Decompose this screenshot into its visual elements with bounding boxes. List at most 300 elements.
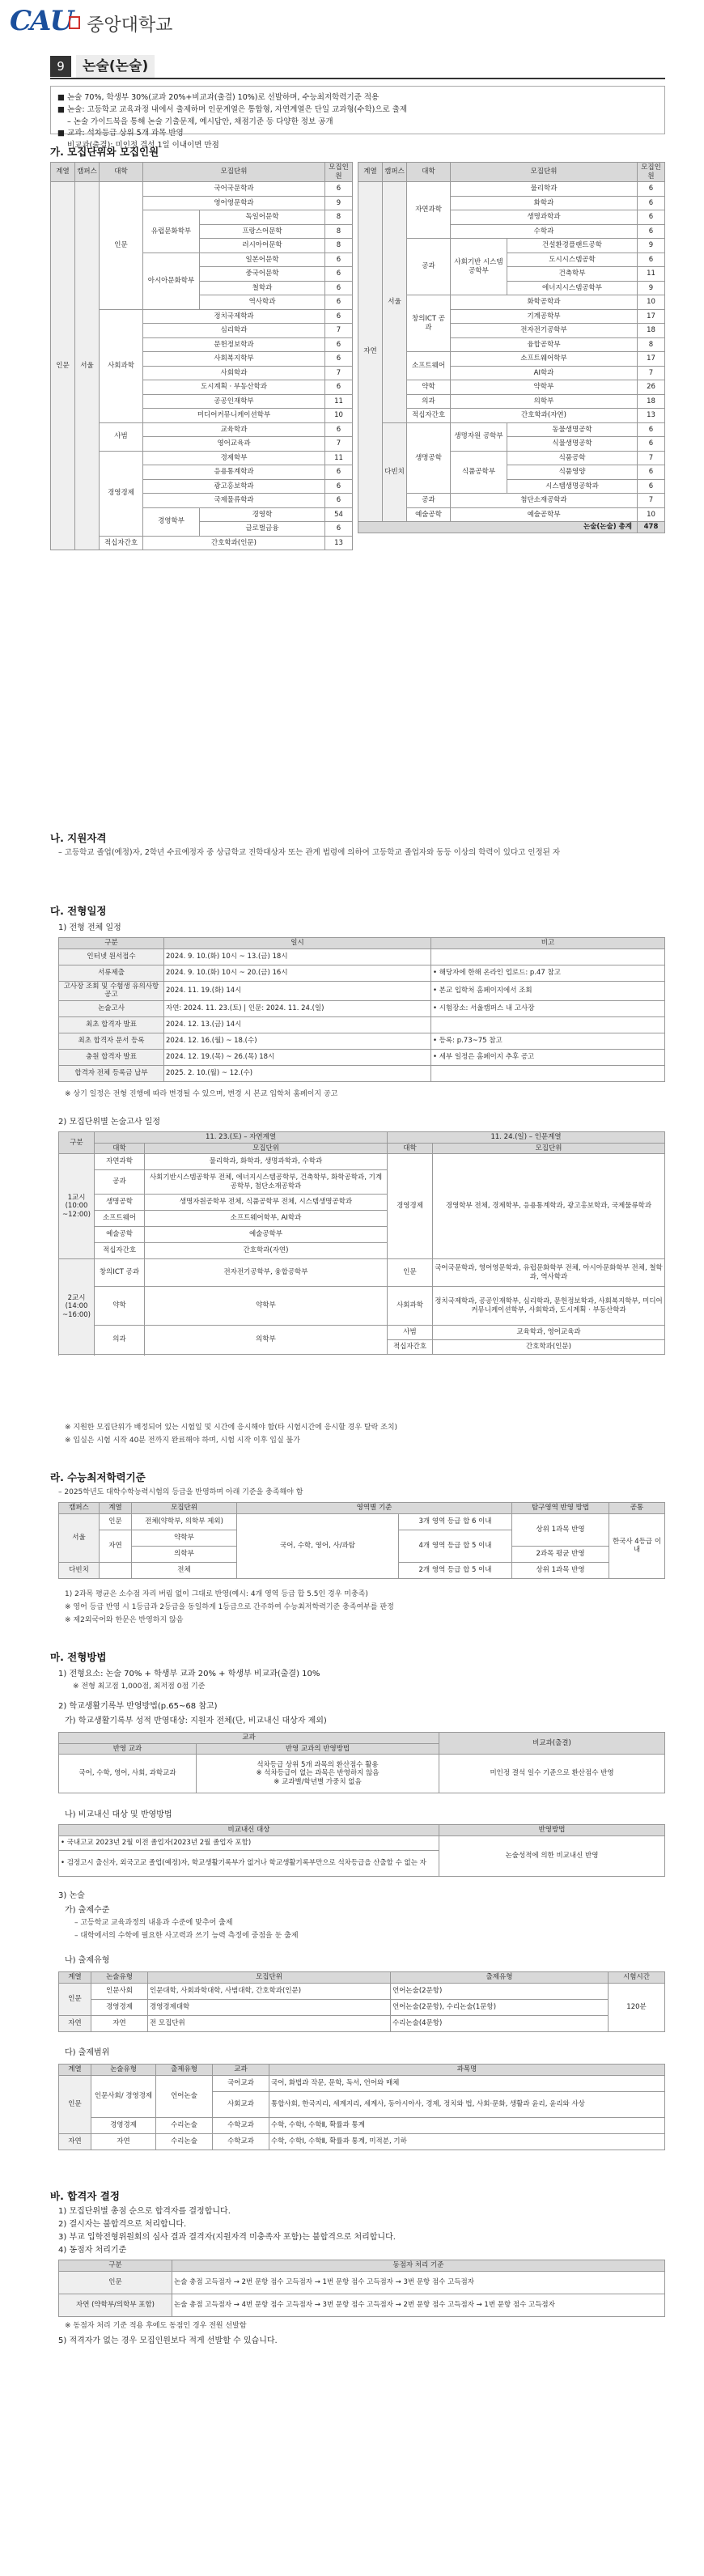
unit-cell: 건축학부 (507, 267, 638, 282)
unit-cell: 영어영문학과 (143, 196, 325, 210)
college-cell: 공과 (407, 494, 451, 508)
table-cell: 예술공학부 (145, 1227, 388, 1243)
table-cell: 서류제출 (59, 965, 164, 981)
unit-cell: 사회학과 (143, 366, 325, 380)
header-cell: 교과 (59, 1733, 439, 1744)
unit-cell: 화학공학과 (451, 295, 638, 310)
table-cell: 정치국제학과, 공공인재학부, 심리학과, 문헌정보학과, 사회복지학부, 미디어커뮤니케이션학부, 사회학과, 도시계획 · 부동산학과 (433, 1287, 665, 1326)
table-cell: 사범 (388, 1326, 433, 1340)
unit-cell: 광고홍보학과 (143, 479, 325, 494)
division-cell: 식품공학부 (451, 451, 507, 494)
count-cell: 8 (325, 224, 353, 239)
table-row (59, 2260, 665, 2272)
method-line: 나) 출제유형 (65, 1956, 110, 1965)
table-cell: 2024. 12. 13.(금) 14시 (164, 1016, 431, 1033)
group-cell: 인문 (51, 182, 75, 550)
table-row (59, 1132, 665, 1144)
count-cell: 6 (325, 253, 353, 267)
college-cell: 사범 (100, 422, 143, 451)
table-cell: 전자전기공학부, 융합공학부 (145, 1259, 388, 1287)
decision-line: 1) 모집단위별 총점 순으로 합격자를 결정합니다. (58, 2207, 231, 2216)
count-cell: 11 (325, 394, 353, 409)
unit-cell: 시스템생명공학과 (507, 479, 638, 494)
header-cell: 모집단위 (132, 1503, 237, 1514)
table-cell: 사회기반시스템공학부 전체, 에너지시스템공학부, 건축학부, 화학공학과, 기계공학부, 첨단소재공학과 (145, 1170, 388, 1195)
header-cell: 계열 (59, 2065, 91, 2076)
schedule-subheading: 1) 전형 전체 일정 (58, 923, 121, 932)
table-row (59, 1000, 665, 1016)
unit-cell: AI학과 (451, 366, 638, 380)
table-cell: 120분 (609, 1983, 665, 2031)
college-cell: 공과 (407, 239, 451, 295)
section-title: 논술(논술) (76, 55, 155, 79)
summary-line: ■ 논술: 고등학교 교육과정 내에서 출제하며 인문계열은 통합형, 자연계열은 단일 교과형(수학)으로 출제 (57, 104, 408, 114)
table-cell: 최초 합격자 문서 등록 (59, 1033, 164, 1049)
table-cell: 예술공학 (95, 1227, 145, 1243)
unit-cell: 정치국제학과 (143, 309, 325, 324)
method-note: – 대학에서의 수학에 필요한 사고력과 쓰기 능력 측정에 중점을 둔 출제 (74, 1932, 299, 1940)
count-cell: 8 (325, 210, 353, 225)
table-cell: 한국사 4등급 이내 (609, 1513, 665, 1578)
college-cell: 창의ICT 공과 (407, 295, 451, 352)
tiebreak-table (58, 2260, 665, 2317)
method-line: 다) 출제범위 (65, 2048, 110, 2057)
table-row (59, 1983, 665, 1999)
count-cell: 6 (325, 494, 353, 508)
table-cell: 경영경제 (388, 1154, 433, 1259)
university-logo (10, 5, 173, 40)
comparative-table (58, 1824, 665, 1877)
count-cell: 6 (325, 422, 353, 437)
count-cell: 6 (638, 465, 665, 480)
table-cell: 경영경제 (91, 2117, 156, 2133)
header-cell: 계열 (51, 163, 75, 182)
header-cell: 구분 (59, 938, 164, 949)
count-cell: 8 (638, 337, 665, 352)
table-row (358, 522, 665, 533)
college-cell: 자연과학 (407, 182, 451, 239)
table-cell: 상위 1과목 반영 (512, 1513, 609, 1546)
header-cell: 모집단위 (143, 163, 325, 182)
table-cell: 적십자간호 (95, 1243, 145, 1259)
header-cell: 시험시간 (609, 1972, 665, 1984)
table-cell: 논술 총점 고득점자 → 4번 문항 점수 고득점자 → 3번 문항 점수 고득점자 → 2번 문항 점수 고득점자 → 1번 문항 점수 고득점자 (172, 2294, 665, 2316)
campus-cell: 서울 (383, 182, 407, 423)
table-row (59, 1733, 665, 1744)
table-cell: • 검정고시 출신자, 외국고교 졸업(예정)자, 학교생활기록부가 없거나 학교생활기록부만으로 석차등급을 산출할 수 없는 자 (59, 1850, 439, 1876)
table-cell: 인터넷 원서접수 (59, 948, 164, 965)
count-cell: 6 (638, 479, 665, 494)
table-row (59, 1835, 665, 1850)
summary-line: ■ 논술 70%, 학생부 30%(교과 20%+비교과(출결) 10%)로 선발하며, 수능최저학력기준 적용 (57, 93, 380, 102)
unit-cell: 간호학과(인문) (143, 536, 325, 550)
header-cell: 대학 (100, 163, 143, 182)
count-cell: 9 (325, 196, 353, 210)
table-cell: 2개 영역 등급 합 5 이내 (399, 1562, 512, 1578)
table-cell: 2과목 평균 반영 (512, 1546, 609, 1562)
unit-cell: 에너지시스템공학부 (507, 281, 638, 295)
header-cell: 반영 교과 (59, 1743, 197, 1755)
csat-table (58, 1502, 665, 1579)
table-cell: 4개 영역 등급 합 5 이내 (399, 1530, 512, 1562)
table-cell: 자연: 2024. 11. 23.(토) | 인문: 2024. 11. 24.(일) (164, 1000, 431, 1016)
count-cell: 7 (325, 437, 353, 452)
division-cell: 사회기반 시스템공학부 (451, 239, 507, 295)
table-cell (431, 948, 665, 965)
table-cell: 경영경제대학 (148, 1999, 391, 2015)
division-cell: 경영학부 (143, 507, 200, 536)
unit-cell: 영어교육과 (143, 437, 325, 452)
table-row (59, 1755, 665, 1793)
count-cell: 10 (638, 295, 665, 310)
table-cell: 경영경제 (91, 1999, 148, 2015)
header-cell: 모집단위 (148, 1972, 391, 1984)
summary-line: 비교과(출결): 미인정 결석 1일 이내이면 만점 (67, 141, 219, 151)
unit-cell: 생명과학과 (451, 210, 638, 225)
count-cell: 6 (325, 267, 353, 282)
table-cell: • 세부 일정은 홈페이지 추후 공고 (431, 1049, 665, 1065)
table-cell: 인문 (100, 1513, 132, 1530)
table-cell (431, 1016, 665, 1033)
division-cell: 유럽문화학부 (143, 210, 200, 253)
table-cell: 의학부 (145, 1326, 388, 1355)
total-label: 논술(논술) 총계 (358, 522, 638, 533)
table-cell: 2025. 2. 10.(월) ~ 12.(수) (164, 1065, 431, 1081)
essay-type-table (58, 1971, 665, 2032)
table-cell: 2024. 9. 10.(화) 10시 ~ 13.(금) 18시 (164, 948, 431, 965)
tiebreak-note: ※ 동점자 처리 기준 적용 후에도 동점인 경우 전원 선발함 (65, 2322, 247, 2330)
summary-line: ■ 교과: 석차등급 상위 5개 과목 반영 (57, 129, 184, 138)
section-heading-ga: 가. 모집단위와 모집인원 (50, 146, 159, 158)
table-cell: 물리학과, 화학과, 생명과학과, 수학과 (145, 1154, 388, 1170)
essay-scope-table (58, 2064, 665, 2150)
unit-cell: 동물생명공학 (507, 422, 638, 437)
count-cell: 6 (638, 196, 665, 210)
count-cell: 6 (638, 422, 665, 437)
header-cell: 일시 (164, 938, 431, 949)
summary-box (50, 86, 665, 151)
count-cell: 6 (325, 182, 353, 197)
table-cell: 간호학과(인문) (433, 1340, 665, 1355)
unit-cell: 문헌정보학과 (143, 337, 325, 352)
table-row (59, 2015, 665, 2031)
count-cell: 6 (638, 210, 665, 225)
table-cell: 사회교과 (213, 2091, 269, 2117)
table-row (59, 1049, 665, 1065)
table-cell: 인문 (59, 2271, 172, 2294)
table-cell: 자연 (59, 2015, 91, 2031)
section-header (50, 55, 665, 79)
count-cell: 6 (325, 479, 353, 494)
header-cell: 계열 (59, 1972, 91, 1984)
table-cell: 합격자 전체 등록금 납부 (59, 1065, 164, 1081)
table-cell: 고사장 조회 및 수험생 유의사항 공고 (59, 981, 164, 1000)
unit-cell: 첨단소재공학과 (451, 494, 638, 508)
table-cell: 생명공학 (95, 1195, 145, 1211)
count-cell: 6 (638, 182, 665, 197)
table-cell: 다빈치 (59, 1562, 100, 1578)
count-cell: 9 (638, 281, 665, 295)
table-cell: 전체 (132, 1562, 237, 1578)
unit-cell: 사회복지학부 (143, 352, 325, 367)
table-row (59, 948, 665, 965)
record-table (58, 1732, 665, 1793)
unit-cell: 국제물류학과 (143, 494, 325, 508)
count-cell: 6 (325, 380, 353, 395)
unit-cell: 철학과 (200, 281, 325, 295)
table-cell: 약학부 (145, 1287, 388, 1326)
count-cell: 6 (325, 352, 353, 367)
count-cell: 8 (325, 239, 353, 253)
unit-cell: 도시시스템공학 (507, 253, 638, 267)
table-cell: 1교시 (10:00 ~12:00) (59, 1154, 95, 1259)
university-name: 중앙대학교 (87, 15, 173, 36)
college-cell: 예술공학 (407, 507, 451, 522)
table-cell: 2024. 11. 19.(화) 14시 (164, 981, 431, 1000)
header-cell: 대학 (95, 1143, 145, 1154)
table-cell: • 등록: p.73~75 참고 (431, 1033, 665, 1049)
unit-cell: 미디어커뮤니케이션학부 (143, 409, 325, 423)
unit-cell: 러시아어문학 (200, 239, 325, 253)
schedule-table (58, 937, 665, 1082)
table-cell: 수리논술 (156, 2117, 213, 2133)
count-cell: 26 (638, 380, 665, 395)
count-cell: 17 (638, 309, 665, 324)
summary-line: – 논술 가이드북을 통해 논술 기출문제, 예시답안, 채점기준 등 다양한 정보 공개 (67, 117, 333, 126)
csat-note: 1) 2과목 평균은 소수점 자리 버림 없이 그대로 반영(예시: 4개 영역 등급 합 5.5인 경우 미충족) (65, 1590, 368, 1598)
table-row (59, 1513, 665, 1530)
unit-cell: 경영학 (200, 507, 325, 522)
table-cell: 교육학과, 영어교육과 (433, 1326, 665, 1340)
unit-cell: 식품공학 (507, 451, 638, 465)
header-cell: 출제유형 (391, 1972, 609, 1984)
header-cell: 교과 (213, 2065, 269, 2076)
division-cell: 아시아문화학부 (143, 253, 200, 309)
header-cell: 출제유형 (156, 2065, 213, 2076)
unit-cell: 국어국문학과 (143, 182, 325, 197)
recruit-table-left (50, 162, 353, 550)
table-cell: 인문 (59, 2075, 91, 2133)
group-cell: 자연 (358, 182, 383, 522)
logo-text: CAU (10, 5, 73, 38)
unit-cell: 소프트웨어학부 (451, 352, 638, 367)
header-cell: 공통 (609, 1503, 665, 1514)
schedule-note: ※ 상기 일정은 전형 진행에 따라 변경될 수 있으며, 변경 시 본교 입학처 홈페이지 공고 (65, 1090, 338, 1098)
exam-note: ※ 입실은 시험 시작 40분 전까지 완료해야 하며, 시험 시작 이후 입실 불가 (65, 1437, 300, 1445)
table-row (59, 2117, 665, 2133)
unit-cell: 기계공학부 (451, 309, 638, 324)
count-cell: 6 (325, 309, 353, 324)
table-cell: 수학, 수학Ⅰ, 수학Ⅱ, 확률과 통계 (269, 2117, 665, 2133)
header-cell: 계열 (358, 163, 383, 182)
table-cell: 언어논술(2문항) (391, 1983, 609, 1999)
header-cell: 비교과(출결) (439, 1733, 665, 1755)
count-cell: 6 (638, 224, 665, 239)
table-row (59, 2271, 665, 2294)
header-cell: 11. 23.(토) – 자연계열 (95, 1132, 388, 1144)
college-cell: 경영경제 (100, 451, 143, 536)
exam-table (58, 1131, 665, 1355)
header-cell: 논술유형 (91, 2065, 156, 2076)
table-cell: 수리논술(4문항) (391, 2015, 609, 2031)
unit-cell: 응용통계학과 (143, 465, 325, 480)
college-cell: 사회과학 (100, 309, 143, 422)
table-cell: 인문 (59, 1983, 91, 2015)
csat-note: ※ 영어 등급 반영 시 1등급과 2등급을 동일하게 1등급으로 간주하여 수능최저학력기준 충족여부를 판정 (65, 1603, 394, 1611)
section-heading-ba: 바. 합격자 결정 (50, 2190, 120, 2202)
table-cell: 언어논술(2문항), 수리논술(1문항) (391, 1999, 609, 2015)
table-cell: 전체(약학부, 의학부 제외) (132, 1513, 237, 1530)
table-cell: 전 모집단위 (148, 2015, 391, 2031)
table-cell: 소프트웨어 (95, 1211, 145, 1227)
unit-cell: 간호학과(자연) (451, 409, 638, 423)
table-cell: 2024. 12. 16.(월) ~ 18.(수) (164, 1033, 431, 1049)
unit-cell: 예술공학부 (451, 507, 638, 522)
unit-cell: 경제학부 (143, 451, 325, 465)
method-note: – 고등학교 교육과정의 내용과 수준에 맞추어 출제 (74, 1919, 233, 1927)
college-cell: 적십자간호 (100, 536, 143, 550)
header-cell: 과목명 (269, 2065, 665, 2076)
unit-cell: 일본어문학 (200, 253, 325, 267)
table-cell: 국어, 화법과 작문, 문학, 독서, 언어와 매체 (269, 2075, 665, 2091)
unit-cell: 공공인재학부 (143, 394, 325, 409)
table-row (59, 965, 665, 981)
total-value: 478 (638, 522, 665, 533)
table-row (59, 1326, 665, 1340)
unit-cell: 식물생명공학 (507, 437, 638, 452)
table-cell: 의학부 (132, 1546, 237, 1562)
table-row (358, 182, 665, 197)
table-cell (431, 1065, 665, 1081)
table-cell: 인문대학, 사회과학대학, 사범대학, 간호학과(인문) (148, 1983, 391, 1999)
table-row (59, 1065, 665, 1081)
table-row (59, 1825, 665, 1836)
college-cell: 의과 (407, 394, 451, 409)
table-cell: 논술성적에 의한 비교내신 반영 (439, 1835, 665, 1876)
table-cell: 석차등급 상위 5개 과목의 환산점수 활용 ※ 석차등급이 없는 과목은 반영하지 않음 ※ 교과별/학년별 가중치 없음 (197, 1755, 439, 1793)
unit-cell: 심리학과 (143, 324, 325, 338)
table-cell: 3개 영역 등급 합 6 이내 (399, 1513, 512, 1530)
unit-cell: 건설환경플랜트공학 (507, 239, 638, 253)
count-cell: 7 (325, 324, 353, 338)
table-row (59, 938, 665, 949)
table-cell: 통합사회, 한국지리, 세계지리, 세계사, 동아시아사, 경제, 정치와 법, 사회·문화, 생활과 윤리, 윤리와 사상 (269, 2091, 665, 2117)
table-cell: 창의ICT 공과 (95, 1259, 145, 1287)
count-cell: 18 (638, 324, 665, 338)
table-cell: 자연 (100, 1530, 132, 1562)
count-cell: 7 (325, 366, 353, 380)
campus-cell: 다빈치 (383, 422, 407, 522)
college-cell: 인문 (100, 182, 143, 310)
method-line: 가) 출제수준 (65, 1906, 110, 1915)
header-cell: 반영방법 (439, 1825, 665, 1836)
header-cell: 대학 (407, 163, 451, 182)
recruit-table-right (358, 162, 665, 533)
table-cell: 국어, 수학, 영어, 사/과탐 (237, 1513, 399, 1578)
header-cell: 비교내신 대상 (59, 1825, 439, 1836)
table-row (59, 2065, 665, 2076)
table-row (358, 422, 665, 437)
division-cell: 생명자원 공학부 (451, 422, 507, 451)
section-heading-ma: 마. 전형방법 (50, 1651, 107, 1663)
unit-cell: 융합공학부 (451, 337, 638, 352)
header-cell: 탐구영역 반영 방법 (512, 1503, 609, 1514)
section-heading-ra: 라. 수능최저학력기준 (50, 1471, 146, 1483)
count-cell: 10 (325, 409, 353, 423)
table-row (59, 2133, 665, 2149)
table-row (59, 1287, 665, 1326)
table-cell: 자연 (91, 2015, 148, 2031)
college-cell: 소프트웨어 (407, 352, 451, 380)
header-cell: 모집단위 (451, 163, 638, 182)
unit-cell: 도시계획 · 부동산학과 (143, 380, 325, 395)
table-cell: 언어논술 (156, 2075, 213, 2117)
table-row (59, 2294, 665, 2316)
count-cell: 6 (325, 337, 353, 352)
table-cell: 약학부 (132, 1530, 237, 1546)
table-cell: • 국내고교 2023년 2월 이전 졸업자(2023년 2월 졸업자 포함) (59, 1835, 439, 1850)
decision-line: 3) 부교 입학전형위원회의 심사 결과 결격자(지원자격 미충족자 포함)는 불합격으로 처리합니다. (58, 2233, 396, 2242)
table-cell: 미인정 결석 일수 기준으로 환산점수 반영 (439, 1755, 665, 1793)
table-cell: 생명자원공학부 전체, 식품공학부 전체, 시스템생명공학과 (145, 1195, 388, 1211)
table-row (59, 1016, 665, 1033)
header-cell: 동점자 처리 기준 (172, 2260, 665, 2272)
table-row (51, 182, 353, 197)
table-cell: 사회과학 (388, 1287, 433, 1326)
campus-cell: 서울 (75, 182, 100, 550)
table-row (358, 163, 665, 182)
table-cell: 논술 총점 고득점자 → 2번 문항 점수 고득점자 → 1번 문항 점수 고득점자 → 3번 문항 점수 고득점자 (172, 2271, 665, 2294)
unit-cell: 화학과 (451, 196, 638, 210)
table-row (59, 1143, 665, 1154)
unit-cell: 교육학과 (143, 422, 325, 437)
count-cell: 6 (325, 295, 353, 310)
unit-cell: 전자전기공학부 (451, 324, 638, 338)
table-row (59, 1154, 665, 1170)
table-row (51, 163, 353, 182)
decision-line: 4) 동점자 처리기준 (58, 2246, 127, 2255)
header-cell: 구분 (59, 2260, 172, 2272)
header-cell: 구분 (59, 1132, 95, 1154)
exam-subheading: 2) 모집단위별 논술고사 일정 (58, 1118, 161, 1127)
table-cell: 자연과학 (95, 1154, 145, 1170)
table-row (59, 981, 665, 1000)
section-heading-da: 다. 전형일정 (50, 905, 107, 917)
header-cell: 캠퍼스 (59, 1503, 100, 1514)
table-cell: 자연 (약학부/의학부 포함) (59, 2294, 172, 2316)
header-cell: 모집단위 (433, 1143, 665, 1154)
method-line: 1) 전형요소: 논술 70% + 학생부 교과 20% + 학생부 비교과(출결) 10% (58, 1670, 320, 1678)
table-row (59, 2075, 665, 2091)
unit-cell: 물리학과 (451, 182, 638, 197)
header-cell: 캠퍼스 (75, 163, 100, 182)
table-cell: 의과 (95, 1326, 145, 1355)
table-row (59, 1972, 665, 1984)
table-cell: 2교시 (14:00 ~16:00) (59, 1259, 95, 1355)
section-heading-na: 나. 지원자격 (50, 832, 107, 844)
csat-intro: – 2025학년도 대학수학능력시험의 등급을 반영하며 아래 기준을 충족해야 함 (58, 1488, 303, 1496)
table-cell (100, 1562, 132, 1578)
csat-note: ※ 제2외국어와 한문은 반영하지 않음 (65, 1616, 184, 1624)
count-cell: 7 (638, 366, 665, 380)
table-cell: 상위 1과목 반영 (512, 1562, 609, 1578)
header-cell: 11. 24.(일) – 인문계열 (388, 1132, 665, 1144)
college-cell: 적십자간호 (407, 409, 451, 423)
header-cell: 대학 (388, 1143, 433, 1154)
table-cell: • 해당자에 한해 온라인 업로드: p.47 참고 (431, 965, 665, 981)
table-cell: 수학교과 (213, 2133, 269, 2149)
table-cell: 인문사회/ 경영경제 (91, 2075, 156, 2117)
